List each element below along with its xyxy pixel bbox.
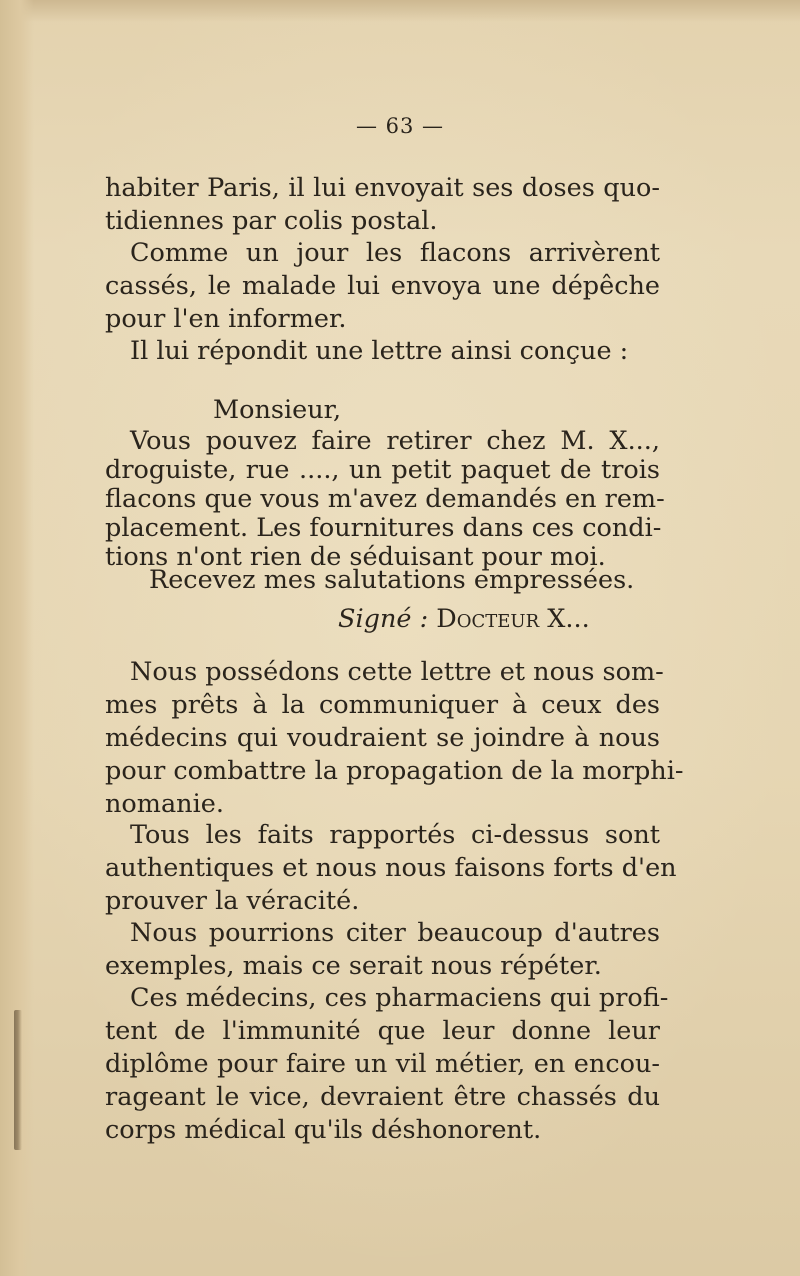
letter-line: placement. Les fournitures dans ces condi- [105, 513, 662, 543]
paragraph-7 [105, 982, 669, 1147]
paragraph-5 [105, 819, 677, 918]
text-line: habiter Paris, il lui envoyait ses doses quo- [105, 173, 660, 203]
text-line: Tous les faits rapportés ci-dessus sont [130, 820, 660, 850]
text-line: nomanie. [105, 789, 224, 819]
signature-name: Docteur X... [436, 604, 590, 634]
text-line: Ces médecins, ces pharmaciens qui profi- [130, 983, 669, 1013]
letter-salutation: Monsieur, [213, 395, 342, 425]
text-line: rageant le vice, devraient être chassés du [105, 1082, 660, 1112]
page-top-edge [0, 0, 800, 22]
text-line: tidiennes par colis postal. [105, 206, 438, 236]
binding-mark [14, 1010, 22, 1150]
page-number: — 63 — [355, 114, 445, 138]
text-line: Il lui répondit une lettre ainsi conçue : [130, 336, 629, 366]
paragraph-4 [105, 656, 684, 821]
text-line: médecins qui voudraient se joindre à nous [105, 723, 660, 753]
text-line: Nous possédons cette lettre et nous som- [130, 657, 664, 687]
paragraph-2 [105, 237, 660, 336]
text-line: exemples, mais ce serait nous répéter. [105, 951, 602, 981]
paragraph-6 [105, 917, 660, 983]
letter-body [105, 426, 665, 572]
text-line: authentiques et nous nous faisons forts d'en [105, 853, 677, 883]
text-line: tent de l'immunité que leur donne leur [105, 1016, 660, 1046]
text-line: diplôme pour faire un vil métier, en encou- [105, 1049, 660, 1079]
text-line: Comme un jour les flacons arrivèrent [130, 238, 660, 268]
text-line: cassés, le malade lui envoya une dépêche [105, 271, 660, 301]
text-line: prouver la véracité. [105, 886, 360, 916]
letter-signature [338, 603, 590, 636]
text-line: mes prêts à la communiquer à ceux des [105, 690, 660, 720]
text-line: pour combattre la propagation de la morphi- [105, 756, 684, 786]
letter-line: flacons que vous m'avez demandés en rem- [105, 484, 665, 514]
paragraph-3 [105, 335, 660, 368]
text-line: Nous pourrions citer beaucoup d'autres [130, 918, 660, 948]
signature-label: Signé : [338, 604, 429, 634]
text-line: pour l'en informer. [105, 304, 347, 334]
letter-line: tions n'ont rien de séduisant pour moi. [105, 542, 606, 572]
text-line: corps médical qu'ils déshonorent. [105, 1115, 542, 1145]
letter-closing: Recevez mes salutations empressées. [149, 565, 635, 595]
letter-line: Vous pouvez faire retirer chez M. X..., [130, 426, 660, 456]
letter-line: droguiste, rue ...., un petit paquet de trois [105, 455, 660, 485]
paragraph-1 [105, 172, 660, 238]
